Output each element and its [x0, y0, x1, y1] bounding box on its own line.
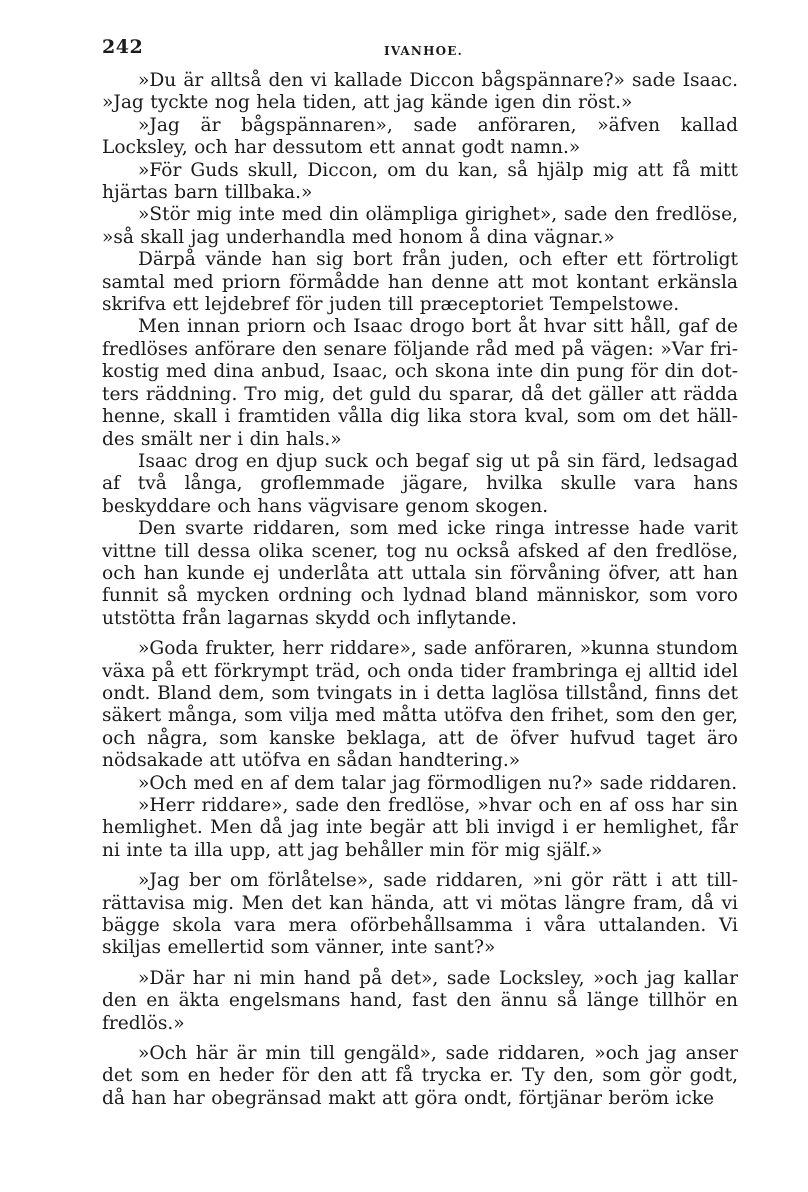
page-number: 242 — [102, 36, 144, 58]
paragraph: »Och med en af dem talar jag förmodligen nu?» sade riddaren. — [138, 772, 738, 794]
paragraph: »Herr riddare», sade den fredlöse, »hvar och en af oss har sin hemlighet. Men då jag inte begär att bli invigd i er hemlighet, får ni inte ta illa upp, att jag behåller min för mig själf.» — [102, 795, 738, 861]
paragraph: »Du är alltså den vi kallade Diccon bågspännare?» sade Isaac. »Jag tyckte nog hela tiden, att jag kände igen din röst.» — [102, 70, 738, 114]
paragraph: »Där har ni min hand på det», sade Locksley, »och jag kallar den en äkta engelsmans hand, fast den ännu så länge tillhör en fredlös.» — [102, 967, 738, 1034]
paragraph: »För Guds skull, Diccon, om du kan, så hjälp mig att få mitt hjärtas barn tillbaka.» — [102, 159, 738, 204]
paragraph: Därpå vände han sig bort från juden, och efter ett förtroligt samtal med priorn förmådde han denne att mot kontant erkänsla skrifva ett lejdebref för juden till præceptoriet Tempelstowe. — [102, 249, 738, 316]
paragraph: Men innan priorn och Isaac drogo bort åt hvar sitt håll, gaf de fredlöses anförare den senare följande råd med på vägen: »Var frikostig med dina anbud, Isaac, och skona inte din pung för din dotters räddning. Tro mig, det guld du sparar, då det gäller att rädda henne, skall i framtiden vålla dig lika stora kval, som om det hälldes smält ner i din hals.» — [102, 316, 738, 450]
paragraph: »Och här är min till gengäld», sade riddaren, »och jag anser det som en heder för den att få trycka er. Ty den, som gör godt, då han har obegränsad makt att göra ondt, förtjänar beröm icke — [102, 1043, 738, 1109]
paragraph: Den svarte riddaren, som med icke ringa intresse hade varit vittne till dessa olika scener, tog nu också afsked af den fredlöse, och han kunde ej underlåta att uttala sin förvåning öfver, att han funnit så mycken ordning och lydnad bland människor, som voro utstötta från lagarnas skydd och inflytande. — [102, 518, 738, 629]
paragraph: »Goda frukter, herr riddare», sade anföraren, »kunna stundom växa på ett förkrympt träd, och onda tider frambringa ej alltid idel ondt. Bland dem, som tvingats in i detta laglösa tillstånd, finns det säkert många, som vilja med måtta utöfva den frihet, som den ger, och några, som kanske beklaga, att de öfver hufvud taget äro nödsakade att utöfva en sådan handtering.» — [102, 638, 738, 772]
page-header — [100, 36, 738, 66]
paragraph: »Stör mig inte med din olämpliga girighet», sade den fredlöse, »så skall jag underhandla med honom å dina vägnar.» — [102, 204, 738, 248]
body-text — [102, 70, 738, 1110]
paragraph: Isaac drog en djup suck och begaf sig ut på sin färd, ledsagad af två långa, groflemmade jägare, hvilka skulle vara hans beskyddare och hans vägvisare genom skogen. — [102, 450, 738, 517]
running-title: IVANHOE. — [384, 44, 463, 58]
paragraph: »Jag ber om förlåtelse», sade riddaren, »ni gör rätt i att tillrättavisa mig. Men det kan hända, att vi mötas längre fram, då vi bägge skola vara mera oförbehållsamma i våra uttalanden. Vi skiljas emellertid som vänner, inte sant?» — [102, 870, 738, 959]
paragraph: »Jag är bågspännaren», sade anföraren, »äfven kallad Locksley, och har dessutom ett annat godt namn.» — [102, 114, 738, 159]
